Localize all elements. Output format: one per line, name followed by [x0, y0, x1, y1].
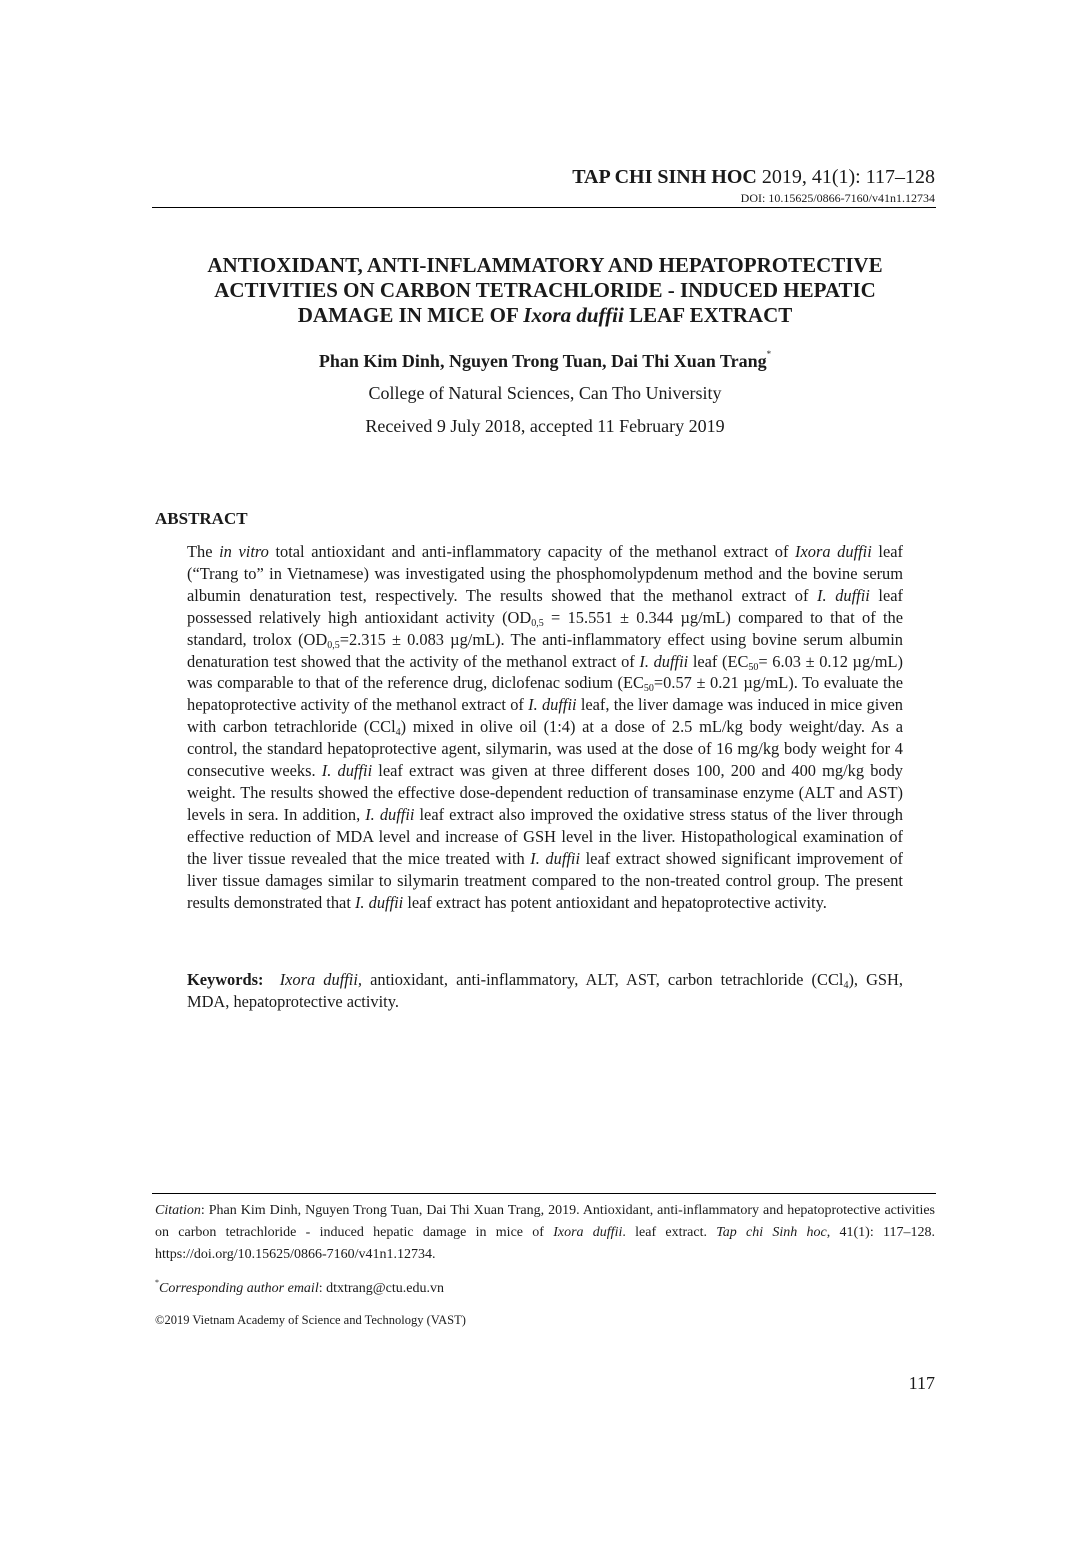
- page-number: 117: [908, 1373, 935, 1393]
- abstract-body: The in vitro total antioxidant and anti-inflammatory capacity of the methanol extract of Ixora duffii leaf (“Trang to” in Vietnamese) was investigated using the phosphomolypdenum method and the bovine serum albumin denaturation test, respectively. The results showed that the methanol extract of I. duffii leaf possessed relatively high antioxidant activity ($OD_{0,5} = 15.551 \pm 0.344$ µg/mL) compared to that of the standard, trolox ($OD_{0,5}=2.315 \pm 0.083$ µg/mL). The anti-inflammatory effect using bovine serum albumin denaturation test showed that the activity of the methanol extract of I. duffii leaf ($EC_{50}= 6.03 \pm 0.12$ µg/mL) was comparable to that of the reference drug, diclofenac sodium ($EC_{50}=0.57 \pm 0.21$ µg/mL). To evaluate the hepatoprotective activity of the methanol extract of I. duffii leaf, the liver damage was induced in mice given with carbon tetrachloride (CCl$_4$) mixed in olive oil (1:4) at a dose of 2.5 mL/kg body weight/day. As a control, the standard hepatoprotective agent, silymarin, was used at the dose of 16 mg/kg body weight for 4 consecutive weeks. I. duffii leaf extract was given at three different doses 100, 200 and 400 mg/kg body weight. The results showed the effective dose-dependent reduction of transaminase enzyme (ALT and AST) levels in sera. In addition, I. duffii leaf extract also improved the oxidative stress status of the liver through effective reduction of MDA level and increase of GSH level in the liver. Histopathological examination of the liver tissue revealed that the mice treated with I. duffii leaf extract showed significant improvement of liver tissue damages similar to silymarin treatment compared to the non-treated control group. The present results demonstrated that I. duffii leaf extract has potent antioxidant and hepatoprotective activity.: [187, 542, 904, 912]
- copyright: ©2019 Vietnam Academy of Science and Technology (VAST): [155, 1313, 466, 1327]
- journal-name: TAP CHI SINH HOC: [572, 166, 757, 188]
- doi: DOI: 10.15625/0866-7160/v41n1.12734: [740, 191, 935, 205]
- paper-title: [160, 253, 930, 328]
- journal-issue: 2019, 41(1): 117–128: [756, 166, 935, 188]
- footer-rule: [152, 1193, 936, 1194]
- corresponding-email: *Corresponding author email: dtxtrang@ctu.edu.vn: [155, 1278, 444, 1296]
- species-name: Ixora duffii: [523, 303, 624, 327]
- keywords: Keywords: Ixora duffii, antioxidant, anti-inflammatory, ALT, AST, carbon tetrachloride (CCl$_4$), GSH, MDA, hepatoprotective activity.: [187, 970, 903, 1011]
- title-line-2: ACTIVITIES ON CARBON TETRACHLORIDE - INDUCED HEPATIC: [214, 278, 876, 302]
- title-line-3: DAMAGE IN MICE OF Ixora duffii LEAF EXTRACT: [297, 303, 793, 327]
- citation: Citation: Phan Kim Dinh, Nguyen Trong Tuan, Dai Thi Xuan Trang, 2019. Antioxidant, anti-inflammatory and hepatoprotective activities on carbon tetrachloride - induced hepatic damage in mice of Ixora duffii. leaf extract. Tap chi Sinh hoc, 41(1): 117–128. https://doi.org/10.15625/0866-7160/v41n1.12734.: [155, 1203, 935, 1262]
- title-line-1: ANTIOXIDANT, ANTI-INFLAMMATORY AND HEPATOPROTECTIVE: [207, 253, 883, 277]
- journal-header: [560, 166, 935, 189]
- corresponding-mark: *: [766, 349, 772, 359]
- keywords-label: Keywords:: [187, 970, 264, 989]
- received-dates: Received 9 July 2018, accepted 11 February 2019: [365, 416, 725, 436]
- citation-label: Citation: [155, 1203, 201, 1218]
- author-list: Phan Kim Dinh, Nguyen Trong Tuan, Dai Thi Xuan Trang*: [318, 349, 772, 371]
- header-rule: [152, 207, 936, 208]
- abstract-heading: ABSTRACT: [155, 509, 248, 528]
- affiliation: College of Natural Sciences, Can Tho University: [368, 383, 722, 403]
